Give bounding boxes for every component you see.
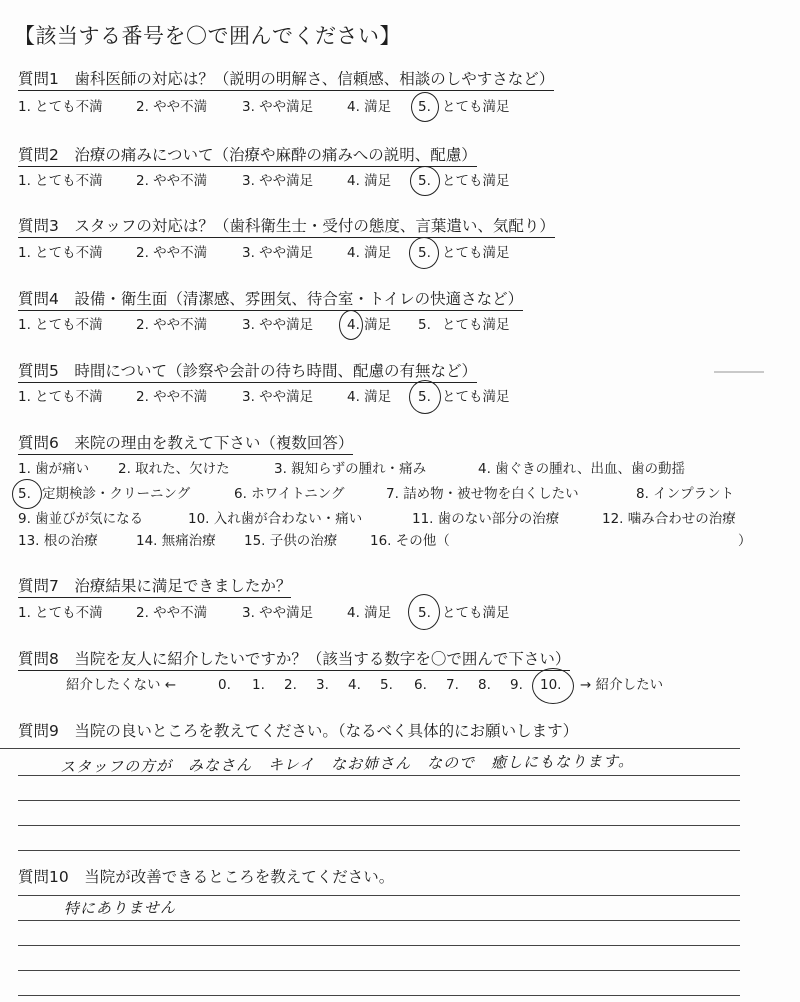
question-4-title: 質問4 設備・衛生面（清潔感、雰囲気、待合室・トイレの快適さなど）	[18, 290, 523, 311]
q3-option-2[interactable]: 2. やや不満	[136, 245, 208, 261]
q10-line-4	[18, 970, 740, 971]
q4-option-2[interactable]: 2. やや不満	[136, 317, 208, 333]
q8-right-label: → 紹介したい	[580, 677, 664, 693]
q8-option-8[interactable]: 8.	[478, 677, 491, 693]
q6-option-5-label: 定期検診・クリーニング	[42, 486, 191, 502]
q3-option-5-label: とても満足	[442, 245, 510, 261]
q6-option-12[interactable]: 12. 噛み合わせの治療	[602, 511, 736, 527]
q6-option-11[interactable]: 11. 歯のない部分の治療	[412, 511, 560, 527]
q1-option-3[interactable]: 3. やや満足	[242, 99, 314, 115]
question-6-title: 質問6 来院の理由を教えて下さい（複数回答）	[18, 434, 353, 455]
q5-option-4[interactable]: 4. 満足	[347, 389, 392, 405]
q5-option-5[interactable]: 5.	[418, 389, 431, 405]
q6-option-13[interactable]: 13. 根の治療	[18, 533, 98, 549]
q9-handwritten-answer[interactable]: スタッフの方が みなさん キレイ なお姉さん なので 癒しにもなります。	[59, 751, 634, 777]
q8-left-label: 紹介したくない ←	[66, 677, 177, 693]
question-1-title: 質問1 歯科医師の対応は？（説明の明解さ、信頼感、相談のしやすさなど）	[18, 70, 554, 91]
question-9-title: 質問9 当院の良いところを教えてください。（なるべく具体的にお願いします）	[18, 722, 579, 740]
q5-option-3[interactable]: 3. やや満足	[242, 389, 314, 405]
q9-line-1	[0, 748, 740, 749]
q4-option-5[interactable]: 5.	[418, 317, 431, 333]
q9-line-5	[18, 850, 740, 851]
q5-option-2[interactable]: 2. やや不満	[136, 389, 208, 405]
q10-line-1	[18, 895, 740, 896]
q2-option-2[interactable]: 2. やや不満	[136, 173, 208, 189]
q2-option-5-label: とても満足	[442, 173, 510, 189]
q6-option-14[interactable]: 14. 無痛治療	[136, 533, 216, 549]
q3-option-1[interactable]: 1. とても不満	[18, 245, 103, 261]
question-8-title: 質問8 当院を友人に紹介したいですか？（該当する数字を〇で囲んで下さい）	[18, 650, 570, 671]
q2-option-4[interactable]: 4. 満足	[347, 173, 392, 189]
q6-option-16[interactable]: 16. その他（	[370, 533, 450, 549]
q2-option-3[interactable]: 3. やや満足	[242, 173, 314, 189]
q6-other-close: ）	[738, 533, 752, 549]
q8-option-7[interactable]: 7.	[446, 677, 459, 693]
q9-line-4	[18, 825, 740, 826]
q7-option-5[interactable]: 5.	[418, 605, 431, 621]
q10-line-5	[18, 995, 740, 996]
q6-option-1[interactable]: 1. 歯が痛い	[18, 461, 90, 477]
question-10-title: 質問10 当院が改善できるところを教えてください。	[18, 868, 395, 886]
q6-option-7[interactable]: 7. 詰め物・被せ物を白くしたい	[386, 486, 579, 502]
q8-option-9[interactable]: 9.	[510, 677, 523, 693]
question-7-title: 質問7 治療結果に満足できましたか？	[18, 577, 291, 598]
scan-artifact	[714, 371, 764, 373]
q5-option-5-label: とても満足	[442, 389, 510, 405]
q8-option-0[interactable]: 0.	[218, 677, 231, 693]
q8-option-5[interactable]: 5.	[380, 677, 393, 693]
q7-option-3[interactable]: 3. やや満足	[242, 605, 314, 621]
q8-option-1[interactable]: 1.	[252, 677, 265, 693]
q7-option-2[interactable]: 2. やや不満	[136, 605, 208, 621]
q7-option-4[interactable]: 4. 満足	[347, 605, 392, 621]
q3-option-4[interactable]: 4. 満足	[347, 245, 392, 261]
instruction-header: 【該当する番号を〇で囲んでください】	[14, 24, 401, 48]
q8-option-2[interactable]: 2.	[284, 677, 297, 693]
q1-option-2[interactable]: 2. やや不満	[136, 99, 208, 115]
q7-option-5-label: とても満足	[442, 605, 510, 621]
q8-option-10[interactable]: 10.	[540, 677, 562, 693]
q1-option-4[interactable]: 4. 満足	[347, 99, 392, 115]
q7-option-1[interactable]: 1. とても不満	[18, 605, 103, 621]
q9-line-3	[18, 800, 740, 801]
q6-option-2[interactable]: 2. 取れた、欠けた	[118, 461, 230, 477]
q4-option-5-label: とても満足	[442, 317, 510, 333]
q10-handwritten-answer[interactable]: 特にありません	[63, 898, 177, 918]
q6-option-8[interactable]: 8. インプラント	[636, 486, 735, 502]
q2-option-5[interactable]: 5.	[418, 173, 431, 189]
q4-option-1[interactable]: 1. とても不満	[18, 317, 103, 333]
question-3-title: 質問3 スタッフの対応は？（歯科衛生士・受付の態度、言葉遣い、気配り）	[18, 217, 555, 238]
q6-option-9[interactable]: 9. 歯並びが気になる	[18, 511, 144, 527]
q10-line-3	[18, 945, 740, 946]
q6-option-4[interactable]: 4. 歯ぐきの腫れ、出血、歯の動揺	[478, 461, 685, 477]
q6-option-10[interactable]: 10. 入れ歯が合わない・痛い	[188, 511, 363, 527]
q1-option-1[interactable]: 1. とても不満	[18, 99, 103, 115]
question-2-title: 質問2 治療の痛みについて（治療や麻酔の痛みへの説明、配慮）	[18, 146, 477, 167]
question-5-title: 質問5 時間について（診察や会計の待ち時間、配慮の有無など）	[18, 362, 477, 383]
q10-line-2	[18, 920, 740, 921]
q1-option-5-label: とても満足	[442, 99, 510, 115]
q4-option-4[interactable]: 4. 満足	[347, 317, 392, 333]
q9-line-2	[18, 775, 740, 776]
q8-option-4[interactable]: 4.	[348, 677, 361, 693]
q3-option-5[interactable]: 5.	[418, 245, 431, 261]
q6-option-6[interactable]: 6. ホワイトニング	[234, 486, 345, 502]
q4-option-3[interactable]: 3. やや満足	[242, 317, 314, 333]
q8-option-6[interactable]: 6.	[414, 677, 427, 693]
q3-option-3[interactable]: 3. やや満足	[242, 245, 314, 261]
q6-option-3[interactable]: 3. 親知らずの腫れ・痛み	[274, 461, 427, 477]
q6-option-5[interactable]: 5.	[18, 486, 31, 502]
q5-option-1[interactable]: 1. とても不満	[18, 389, 103, 405]
q6-option-15[interactable]: 15. 子供の治療	[244, 533, 338, 549]
q1-option-5[interactable]: 5.	[418, 99, 431, 115]
q8-option-3[interactable]: 3.	[316, 677, 329, 693]
q2-option-1[interactable]: 1. とても不満	[18, 173, 103, 189]
